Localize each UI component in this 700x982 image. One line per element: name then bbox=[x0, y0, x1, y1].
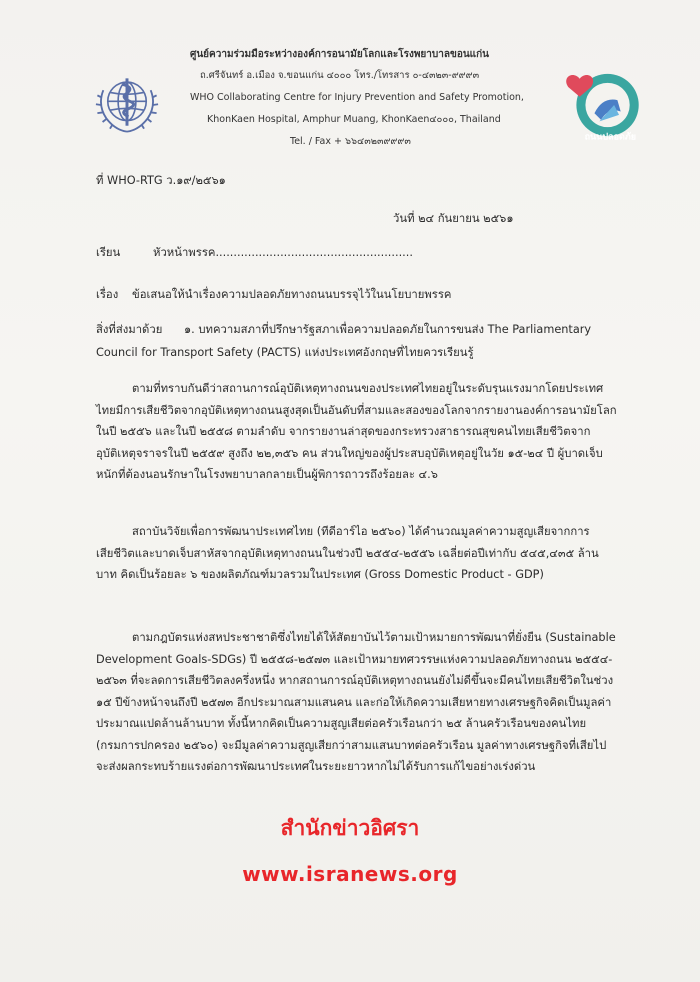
watermark-name: สำนักข่าวอิศรา bbox=[280, 816, 420, 840]
watermark-url: www.isranews.org bbox=[242, 862, 458, 886]
paragraph-line: อุบัติเหตุจราจรในปี ๒๕๕๙ สูงถึง ๒๒,๓๕๖ คน ส่วนใหญ่ของผู้ประสบอุบัติเหตุอยู่ในวัย ๑๕-๒๔ ปี ผู้บาดเจ็บ bbox=[96, 446, 603, 460]
paragraph-line: ประมาณแปดล้านล้านบาท ทั้งนี้หากคิดเป็นความสูญเสียต่อครัวเรือนกว่า ๒๕ ล้านครัวเรือนของคนไทย bbox=[96, 717, 587, 730]
org-name-en: WHO Collaborating Centre for Injury Prevention and Safety Promotion, bbox=[190, 92, 524, 103]
letter-date: วันที่ ๒๔ กันยายน ๒๕๖๑ bbox=[393, 212, 514, 225]
enclosure-line: ๑. บทความสภาที่ปรึกษารัฐสภาเพื่อความปลอดภัยในการขนส่ง The Parliamentary bbox=[184, 323, 592, 336]
paragraph-line: ตามกฎบัตรแห่งสหประชาชาติซึ่งไทยได้ให้สัตยาบันไว้ตามเป้าหมายการพัฒนาที่ยั่งยืน (Sustainable bbox=[132, 631, 616, 644]
subject-label: เรื่อง bbox=[96, 288, 119, 301]
paragraph-line: ๑๕ ปีข้างหน้าจนถึงปี ๒๕๗๓ อีกประมาณสามแสนคน และก่อให้เกิดความเสียหายทางเศรษฐกิจคิดเป็นมูลค่า bbox=[96, 695, 612, 709]
enclosure-line: Council for Transport Safety (PACTS) แห่งประเทศอังกฤษที่ไทยควรเรียนรู้ bbox=[96, 346, 474, 359]
body-paragraph-3 bbox=[96, 627, 616, 778]
paragraph-line: Development Goals-SDGs) ปี ๒๕๕๘-๒๕๗๓ และเป้าหมายทศวรรษแห่งความปลอดภัยทางถนน ๒๕๕๔- bbox=[96, 652, 613, 666]
paragraph-line: สถาบันวิจัยเพื่อการพัฒนาประเทศไทย (ทีดีอาร์ไอ ๒๕๖๐) ได้คำนวณมูลค่าความสูญเสียจากการ bbox=[132, 525, 590, 538]
paragraph-line: ไทยมีการเสียชีวิตจากอุบัติเหตุทางถนนสูงสุดเป็นอันดับที่สามและสองของโลกจากรายงานองค์การอนามัยโลก bbox=[96, 403, 617, 417]
paragraph-line: ตามที่ทราบกันดีว่าสถานการณ์อุบัติเหตุทางถนนของประเทศไทยอยู่ในระดับรุนแรงมากโดยประเทศ bbox=[132, 382, 604, 395]
address-th: ถ.ศรีจันทร์ อ.เมือง จ.ขอนแก่น ๔๐๐๐ โทร./โทรสาร ๐-๔๓๒๓-๙๙๙๓ bbox=[200, 70, 480, 81]
paragraph-line: หนักที่ต้องนอนรักษาในโรงพยาบาลกลายเป็นผู้พิการถาวรถึงร้อยละ ๔.๖ bbox=[96, 468, 438, 481]
to-value: หัวหน้าพรรค....................................................... bbox=[153, 246, 413, 259]
paragraph-line: ในปี ๒๕๕๖ และในปี ๒๕๕๘ ตามลำดับ จากรายงานล่าสุดของกระทรวงสาธารณสุขคนไทยเสียชีวิตจาก bbox=[96, 425, 591, 438]
body-paragraph-1 bbox=[96, 378, 617, 486]
paragraph-line: จะส่งผลกระทบร้ายแรงต่อการพัฒนาประเทศในระยะยาวหากไม่ได้รับการแก้ไขอย่างเร่งด่วน bbox=[96, 760, 536, 773]
body-paragraph-2 bbox=[96, 521, 608, 586]
address-en: KhonKaen Hospital, Amphur Muang, KhonKaen๔๐๐๐, Thailand bbox=[207, 114, 501, 125]
org-name-th: ศูนย์ความร่วมมือระหว่างองค์การอนามัยโลกและโรงพยาบาลขอนแก่น bbox=[190, 49, 489, 60]
paragraph-line: บาท คิดเป็นร้อยละ ๖ ของผลิตภัณฑ์มวลรวมในประเทศ (Gross Domestic Product - GDP) bbox=[96, 568, 544, 581]
tel-fax: Tel. / Fax + ๖๖๔๓๒๓๙๙๙๓ bbox=[290, 136, 411, 147]
paragraph-line: ๒๕๖๓ ที่จะลดการเสียชีวิตลงครึ่งหนึ่ง หากสถานการณ์อุบัติเหตุทางถนนยังไม่ดีขึ้นจะมีคนไทยเสียชีวิตในช่วง bbox=[96, 674, 614, 687]
who-emblem-icon bbox=[90, 68, 164, 142]
reference-number: ที่ WHO-RTG ว.๑๙/๒๕๖๑ bbox=[96, 174, 226, 187]
enclosure-label: สิ่งที่ส่งมาด้วย bbox=[96, 323, 163, 336]
to-label: เรียน bbox=[96, 246, 121, 259]
subject-value: ข้อเสนอให้นำเรื่องความปลอดภัยทางถนนบรรจุไว้ในนโยบายพรรค bbox=[132, 288, 452, 301]
paragraph-line: (กรมการปกครอง ๒๕๖๐) จะมีมูลค่าความสูญเสียกว่าสามแสนบาทต่อครัวเรือน มูลค่าทางเศรษฐกิจที่เสียไป bbox=[96, 738, 607, 752]
road-safety-logo-icon bbox=[560, 64, 642, 146]
paragraph-line: เสียชีวิตและบาดเจ็บสาหัสจากอุบัติเหตุทางถนนในช่วงปี ๒๕๕๔-๒๕๕๖ เฉลี่ยต่อปีเท่ากับ ๕๔๕,๔๓๕ ล้าน bbox=[96, 546, 599, 560]
right-logo-text: ถนนปลอดภัย bbox=[584, 132, 637, 143]
